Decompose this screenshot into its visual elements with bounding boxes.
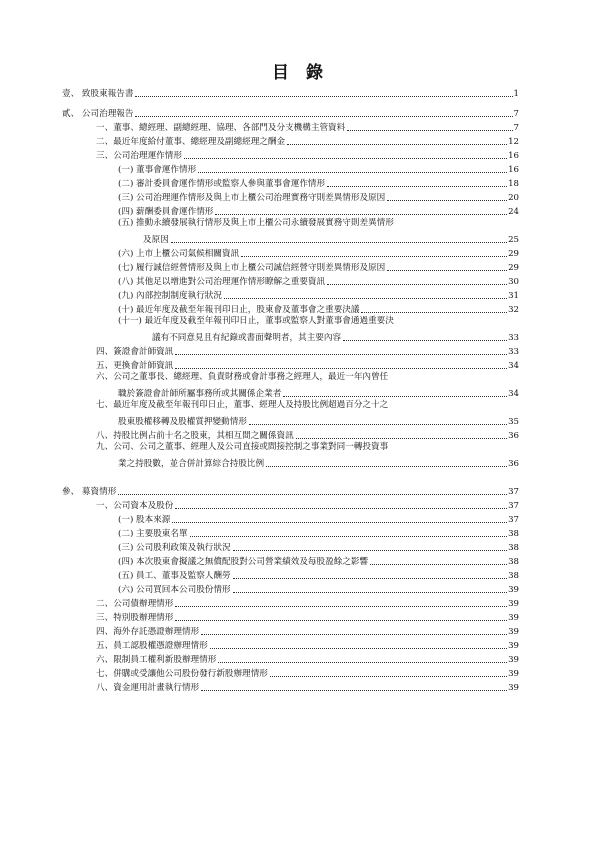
dot-leader [387,270,507,271]
toc-entry-label: (四) 薪酬委員會運作情形 [118,207,214,217]
toc-page-number: 29 [508,263,519,273]
dot-leader [135,116,512,117]
toc-page-number: 16 [508,165,519,175]
toc-entry-label-continued: 股東股權移轉及股權質押變動情形 [118,417,247,427]
dot-leader [266,466,507,467]
toc-entry[interactable] [143,232,519,246]
toc-entry[interactable] [62,86,519,100]
toc-entry[interactable] [152,330,519,344]
toc-page-number: 39 [508,669,519,679]
toc-entry[interactable] [96,498,519,512]
toc-entry-label: (一) 股本來源 [118,515,171,525]
toc-page-number: 38 [508,543,519,553]
toc-page-number: 39 [508,585,519,595]
dot-leader [175,354,507,355]
dot-leader [215,214,507,215]
toc-page-number: 18 [508,179,519,189]
toc-entry[interactable] [118,246,519,260]
toc-entry[interactable] [118,190,519,204]
toc-page-number: 38 [508,557,519,567]
dot-leader [287,144,507,145]
toc-entry-label: 貳、 公司治理報告 [62,109,134,119]
toc-entry[interactable] [118,274,519,288]
toc-entry-label: 八、資金運用計畫執行情形 [96,683,200,693]
toc-page-number: 7 [513,109,519,119]
toc-entry-label: (六) 上市上櫃公司氣候相關資訊 [118,249,240,259]
toc-entry-label: (二) 審計委員會運作情形或監察人參與董事會運作情形 [118,179,326,189]
toc-page-number: 12 [508,137,519,147]
toc-entry[interactable] [118,260,519,274]
toc-entry[interactable] [96,134,519,148]
toc-entry[interactable] [96,610,519,624]
toc-entry[interactable] [118,582,519,596]
toc-entry-label: 五、更換會計師資訊 [96,361,174,371]
toc-entry[interactable] [118,176,519,190]
toc-entry[interactable] [118,526,519,540]
dot-leader [224,298,507,299]
dot-leader [175,508,507,509]
toc-page-number: 34 [508,361,519,371]
toc-entry-label: (三) 公司股利政策及執行狀況 [118,543,231,553]
toc-entry[interactable] [96,624,519,638]
toc-entry-label: 參、 募資情形 [62,487,117,497]
toc-entry-label: 二、最近年度給付董事、總經理及副總經理之酬金 [96,137,286,147]
toc-entry-label-continued: 及原因 [143,235,169,245]
toc-entry-label: 九、公司、公司之董事、經理人及公司直接或間接控制之事業對同一轉投資事 [96,442,389,452]
toc-page-number: 25 [508,235,519,245]
toc-page-number: 20 [508,193,519,203]
toc-page-number: 39 [508,613,519,623]
toc-entry[interactable] [96,148,519,162]
toc-entry-label: 一、公司資本及股份 [96,501,174,511]
toc-page-number: 30 [508,277,519,287]
dot-leader [343,340,507,341]
toc-entry-label: (八) 其他足以增進對公司治理運作情形瞭解之重要資訊 [118,277,326,287]
toc-page-number: 29 [508,249,519,259]
toc-entry-label: 一、董事、總經理、副總經理、協理、各部門及分支機構主管資料 [96,123,346,133]
toc-entry[interactable] [96,680,519,694]
dot-leader [270,676,507,677]
toc-entry-label: 七、最近年度及截至年報刊印日止，董事、經理人及持股比例超過百分之十之 [96,400,389,410]
toc-entry-label: (一) 董事會運作情形 [118,165,197,175]
page-title: 目 錄 [272,63,323,83]
toc-page-number: 33 [508,347,519,357]
toc-page-number: 39 [508,627,519,637]
dot-leader [171,242,507,243]
toc-entry-label: 六、限制員工權利新股辦理情形 [96,655,217,665]
dot-leader [241,256,507,257]
dot-leader [249,424,507,425]
dot-leader [370,564,507,565]
toc-entry[interactable] [96,596,519,610]
dot-leader [118,494,507,495]
toc-entry[interactable] [96,344,519,358]
toc-page-number: 38 [508,529,519,539]
toc-entry-label: 三、公司治理運作情形 [96,151,182,161]
dot-leader [233,578,507,579]
toc-page-number: 35 [508,417,519,427]
dot-leader [387,200,507,201]
toc-page-number: 36 [508,431,519,441]
toc-entry[interactable] [118,568,519,582]
dot-leader [172,522,507,523]
dot-leader [210,648,507,649]
toc-entry[interactable] [96,666,519,680]
toc-page-number: 38 [508,571,519,581]
toc-page-number: 1 [513,89,519,99]
toc-entry[interactable] [96,120,519,134]
toc-entry-label: 四、簽證會計師資訊 [96,347,174,357]
toc-page-number: 7 [513,123,519,133]
dot-leader [175,606,507,607]
toc-entry-label-continued: 業之持股數，並合併計算綜合持股比例 [118,459,265,469]
dot-leader [190,536,507,537]
toc-page-number: 34 [508,389,519,399]
toc-entry-label: 八、持股比例占前十名之股東，其相互間之關係資訊 [96,431,294,441]
toc-page-number: 39 [508,641,519,651]
dot-leader [233,592,507,593]
toc-entry-label: (二) 主要股東名單 [118,529,188,539]
toc-entry-label: (十一) 最近年度及截至年報刊印日止，董事或監察人對董事會通過重要決 [118,316,394,326]
toc-entry-label: (十) 最近年度及截至年報刊印日止，股東會及董事會之重要決議 [118,305,360,315]
toc-entry[interactable] [96,638,519,652]
toc-entry-label: 三、特別股辦理情形 [96,613,174,623]
dot-leader [327,284,507,285]
toc-entry-label: (五) 推動永續發展執行情形及與上市上櫃公司永續發展實務守則差異情形 [118,218,394,228]
dot-leader [233,550,507,551]
toc-entry-label: 六、公司之董事長、總經理、負責財務或會計事務之經理人，最近一年內曾任 [96,372,389,382]
toc-entry[interactable] [96,358,519,372]
toc-entry[interactable] [118,204,519,218]
toc-entry-label: (四) 本次股東會擬議之無償配股對公司營業績效及每股盈餘之影響 [118,557,369,567]
toc-entry[interactable] [118,302,519,316]
toc-entry-label: 壹、 致股東報告書 [62,89,134,99]
toc-entry-label: (三) 公司治理運作情形及與上市上櫃公司治理實務守則差異情形及原因 [118,193,386,203]
toc-entry[interactable] [96,428,519,442]
dot-leader [175,368,507,369]
toc-entry-label-continued: 議有不同意見且有紀錄或書面聲明者，其主要內容 [152,333,342,343]
dot-leader [218,662,507,663]
toc-page-number: 32 [508,305,519,315]
dot-leader [327,186,507,187]
toc-page-number: 24 [508,207,519,217]
toc-entry-label: (七) 履行誠信經營情形及與上市上櫃公司誠信經營守則差異情形及原因 [118,263,386,273]
toc-entry[interactable] [118,288,519,302]
toc-page-number: 39 [508,655,519,665]
toc-entry[interactable] [118,386,519,400]
toc-page-number: 37 [508,515,519,525]
toc-entry-label: 二、公司債辦理情形 [96,599,174,609]
toc-page-number: 37 [508,487,519,497]
toc-entry[interactable] [118,162,519,176]
toc-entry[interactable] [62,484,519,498]
toc-entry-label: (九) 內部控制制度執行狀況 [118,291,222,301]
toc-entry[interactable] [118,540,519,554]
dot-leader [201,634,507,635]
toc-entry-label: (五) 員工、董事及監察人酬勞 [118,571,231,581]
toc-entry-label: 四、海外存託憑證辦理情形 [96,627,200,637]
toc-entry[interactable] [96,652,519,666]
dot-leader [184,158,507,159]
toc-entry[interactable] [118,456,519,470]
toc-entry-label: (六) 公司買回本公司股份情形 [118,585,231,595]
dot-leader [347,130,512,131]
toc-entry-label-continued: 職於簽證會計師所屬事務所或其關係企業者 [118,389,282,399]
toc-entry-label: 七、併購或受讓他公司股份發行新股辦理情形 [96,669,268,679]
toc-page-number: 16 [508,151,519,161]
dot-leader [135,96,512,97]
toc-entry[interactable] [62,106,519,120]
toc-entry[interactable] [118,554,519,568]
dot-leader [361,312,507,313]
toc-page-number: 39 [508,599,519,609]
toc-page-number: 36 [508,459,519,469]
toc-page-number: 39 [508,683,519,693]
toc-page-number: 33 [508,333,519,343]
toc-page-number: 31 [508,291,519,301]
dot-leader [175,620,507,621]
dot-leader [198,172,507,173]
toc-entry[interactable] [118,512,519,526]
dot-leader [283,396,507,397]
toc-entry[interactable] [118,414,519,428]
toc-entry-label: 五、員工認股權憑證辦理情形 [96,641,208,651]
toc-page-number: 37 [508,501,519,511]
dot-leader [296,438,507,439]
dot-leader [201,690,507,691]
